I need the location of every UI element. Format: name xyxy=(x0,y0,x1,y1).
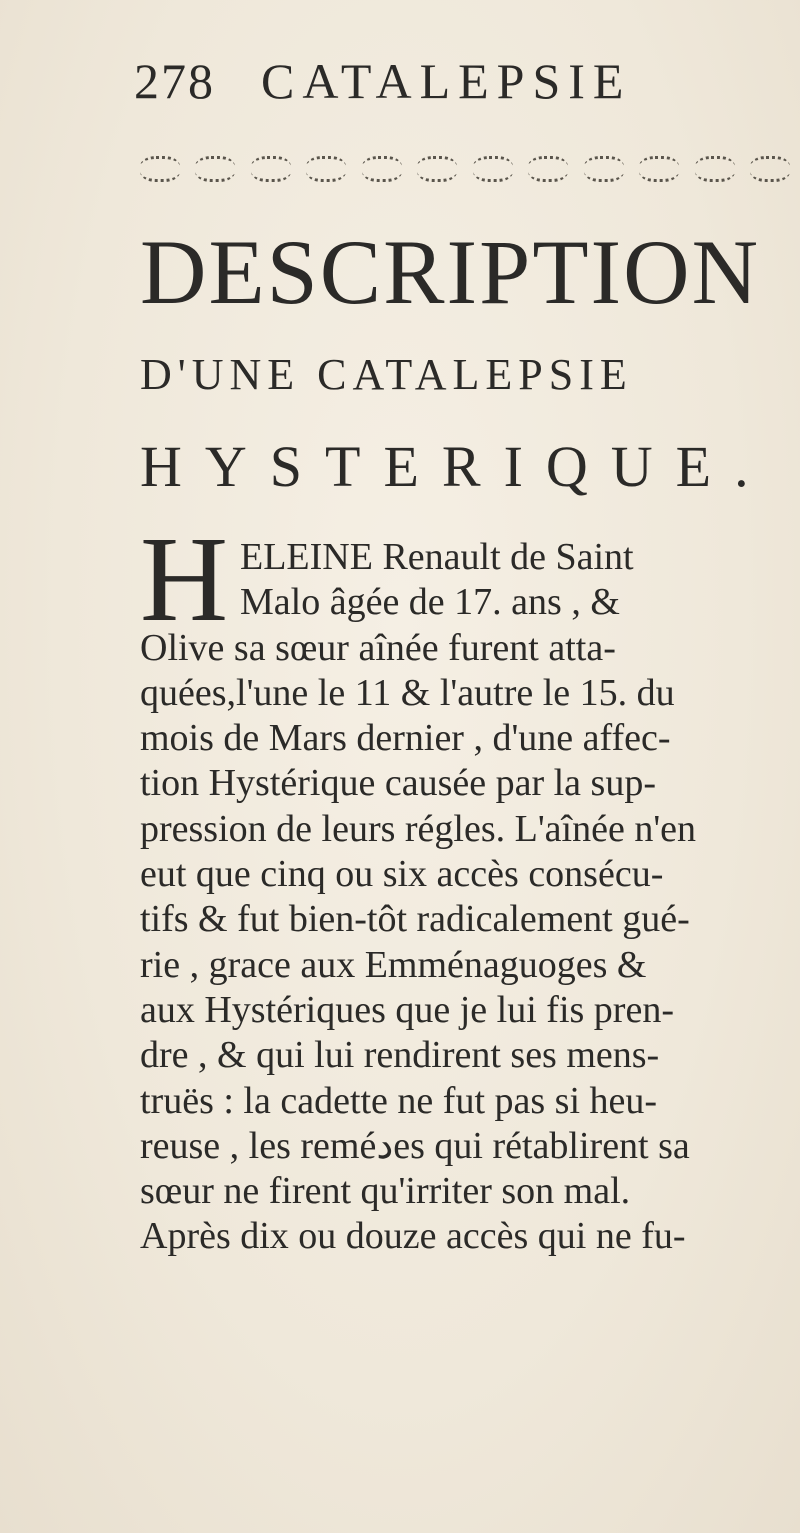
drop-cap: H xyxy=(140,512,229,647)
title-catalepsie: D'UNE CATALEPSIE xyxy=(140,350,633,399)
title-hysterique: HYSTERIQUE. xyxy=(140,434,772,499)
text-line: dre , & qui lui rendirent ses mens- xyxy=(140,1034,660,1077)
title-description: DESCRIPTION xyxy=(140,221,761,323)
ornament-motif xyxy=(695,156,735,182)
ornament-motif xyxy=(251,156,291,182)
ornament-motif xyxy=(528,156,568,182)
text-line: tifs & fut bien-tôt radicalement gué- xyxy=(140,898,690,941)
text-line: reuse , les reméدes qui rétablirent sa xyxy=(140,1124,690,1167)
text-line: quées,l'une le 11 & l'autre le 15. du xyxy=(140,671,675,714)
body-paragraph xyxy=(140,535,800,1260)
ornament-motif xyxy=(362,156,402,182)
text-line: mois de Mars dernier , d'une affec- xyxy=(140,717,671,760)
text-line: tion Hystérique causée par la sup- xyxy=(140,762,656,805)
text-line: Malo âgée de 17. ans , & xyxy=(240,581,620,624)
ornament-motif xyxy=(417,156,457,182)
text-line: eut que cinq ou six accès consécu- xyxy=(140,853,664,896)
running-title: CATALEPSIE xyxy=(261,53,632,109)
text-line: Après dix ou douze accès qui ne fu- xyxy=(140,1215,686,1258)
ornament-motif xyxy=(473,156,513,182)
ornament-motif xyxy=(306,156,346,182)
ornament-motif xyxy=(195,156,235,182)
running-header xyxy=(134,52,734,112)
page-number: 278 xyxy=(134,53,215,109)
text-line: Olive sa sœur aînée furent atta- xyxy=(140,626,616,669)
text-line: rie , grace aux Emménaguoges & xyxy=(140,943,647,986)
text-line: truës : la cadette ne fut pas si heu- xyxy=(140,1079,658,1122)
ornamental-border xyxy=(140,152,790,186)
ornament-motif xyxy=(140,156,180,182)
text-line: ELEINE Renault de Saint xyxy=(240,536,634,578)
text-line: aux Hystériques que je lui fis pren- xyxy=(140,988,674,1031)
text-line: pression de leurs régles. L'aînée n'en xyxy=(140,807,697,850)
ornament-motif xyxy=(639,156,679,182)
text-line: sœur ne firent qu'irriter son mal. xyxy=(140,1170,631,1213)
ornament-motif xyxy=(750,156,790,182)
ornament-motif xyxy=(584,156,624,182)
